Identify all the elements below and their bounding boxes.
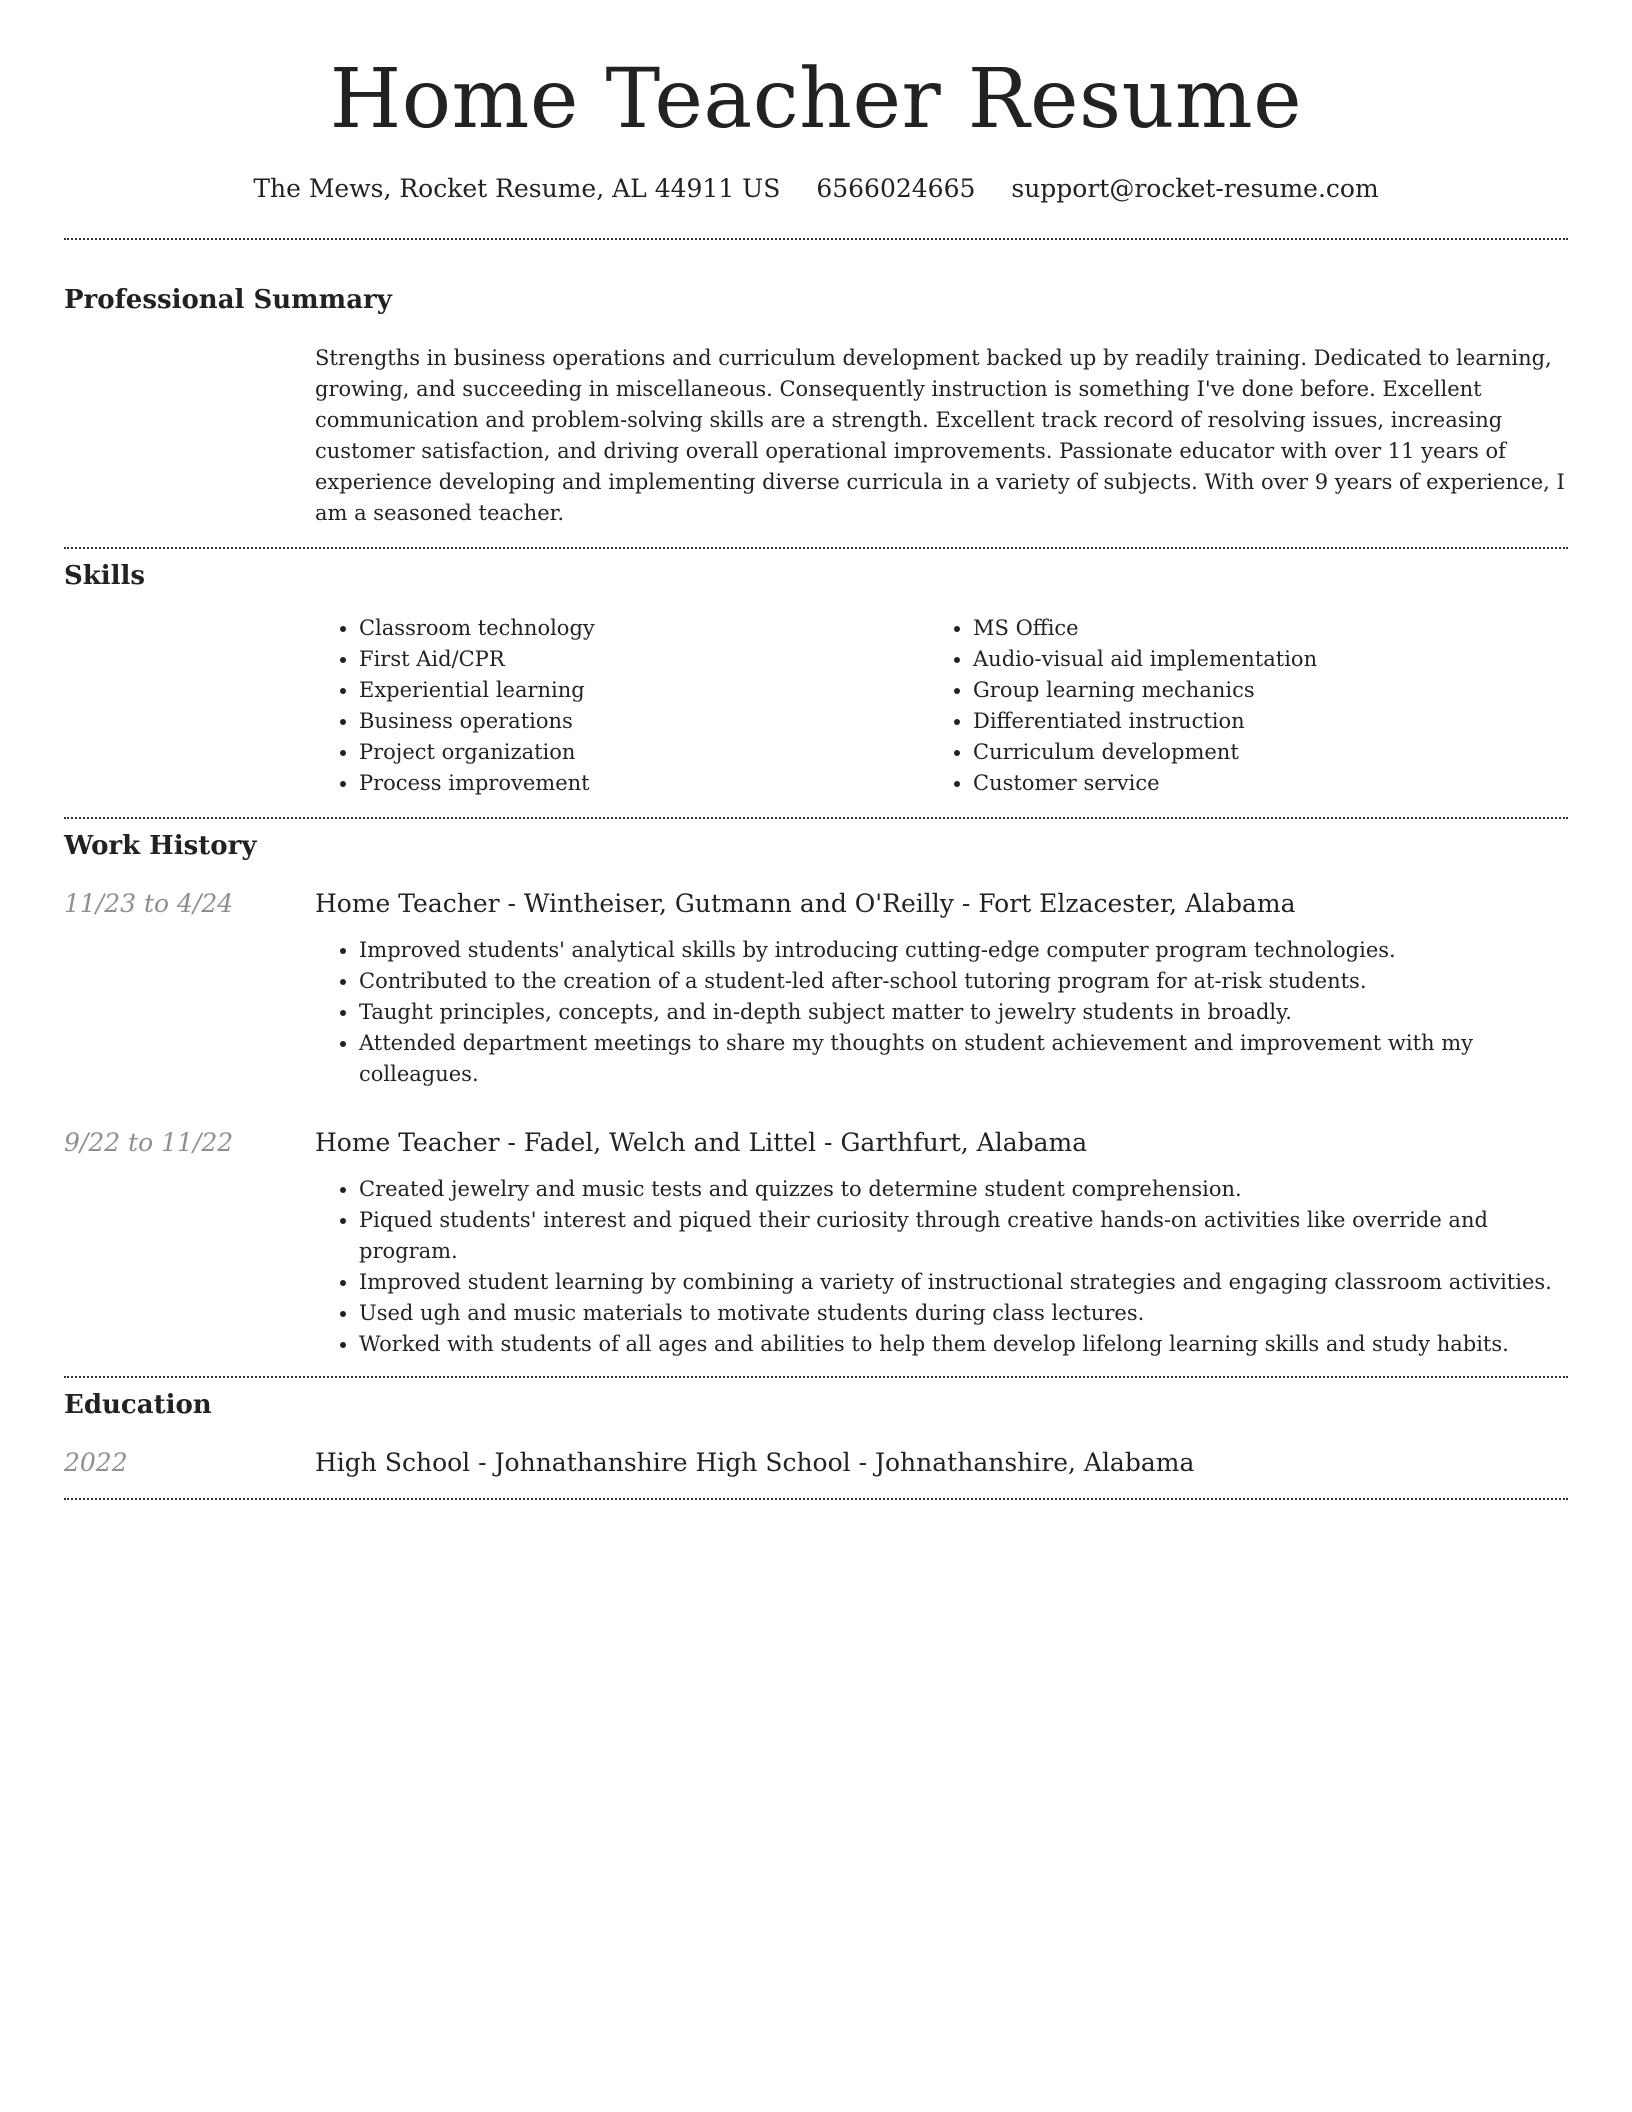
job-title: Home Teacher - Fadel, Welch and Littel - Garthfurt, Alabama — [315, 1128, 1088, 1157]
skills-list-left — [315, 613, 929, 799]
skill-item: • MS Office — [973, 613, 1543, 644]
skill-item: • Curriculum development — [973, 737, 1543, 768]
job-bullet: • Taught principles, concepts, and in-depth subject matter to jewelry students in broadly. — [359, 997, 1568, 1028]
job-entry — [64, 887, 1568, 1090]
divider — [64, 1376, 1568, 1378]
skill-item: • Customer service — [973, 768, 1543, 799]
resume-page — [64, 0, 1568, 1500]
address: The Mews, Rocket Resume, AL 44911 US — [253, 174, 781, 203]
job-bullet: • Improved students' analytical skills by introducing cutting-edge computer program technologies. — [359, 935, 1568, 966]
job-bullet: • Created jewelry and music tests and quizzes to determine student comprehension. — [359, 1174, 1568, 1205]
summary-section — [64, 283, 1568, 529]
job-bullet: • Piqued students' interest and piqued their curiosity through creative hands-on activities like override and program. — [359, 1205, 1568, 1267]
job-bullet: • Improved student learning by combining a variety of instructional strategies and engaging classroom activities. — [359, 1267, 1568, 1298]
skills-section — [64, 559, 1568, 799]
email: support@rocket-resume.com — [1011, 174, 1379, 203]
contact-info — [64, 172, 1568, 206]
work-heading: Work History — [64, 831, 257, 861]
skill-item: • Group learning mechanics — [973, 675, 1543, 706]
skill-item: • Audio-visual aid implementation — [973, 644, 1543, 675]
divider — [64, 238, 1568, 240]
education-heading: Education — [64, 1390, 212, 1420]
job-bullet: • Worked with students of all ages and abilities to help them develop lifelong learning skills and study habits. — [359, 1329, 1568, 1360]
education-date: 2022 — [64, 1448, 128, 1477]
job-entry — [64, 1126, 1568, 1360]
job-title: Home Teacher - Wintheiser, Gutmann and O'Reilly - Fort Elzacester, Alabama — [315, 889, 1296, 918]
summary-text: Strengths in business operations and curriculum development backed up by readily training. Dedicated to learning, growing, and succeeding in miscellaneous. Consequently instruction is something I've done before. Excellent communication and problem-solving skills are a strength. Excellent track record of resolving issues, increasing customer satisfaction, and driving overall operational improvements. Passionate educator with over 11 years of experience developing and implementing diverse curricula in a variety of subjects. With over 9 years of experience, I am a seasoned teacher. — [315, 346, 1565, 525]
job-bullets — [315, 1174, 1568, 1360]
skills-heading: Skills — [64, 561, 146, 591]
summary-heading: Professional Summary — [64, 285, 392, 315]
education-title: High School - Johnathanshire High School - Johnathanshire, Alabama — [315, 1448, 1195, 1477]
divider — [64, 1498, 1568, 1500]
job-bullet: • Used ugh and music materials to motivate students during class lectures. — [359, 1298, 1568, 1329]
skill-item: • Experiential learning — [359, 675, 929, 706]
job-bullet: • Contributed to the creation of a student-led after-school tutoring program for at-risk students. — [359, 966, 1568, 997]
divider — [64, 547, 1568, 549]
skill-item: • First Aid/CPR — [359, 644, 929, 675]
page-title: Home Teacher Resume — [329, 52, 1303, 147]
job-dates: 11/23 to 4/24 — [64, 889, 234, 918]
work-section — [64, 829, 1568, 1360]
skill-item: • Project organization — [359, 737, 929, 768]
skill-item: • Process improvement — [359, 768, 929, 799]
skill-item: • Classroom technology — [359, 613, 929, 644]
education-entry — [64, 1446, 1568, 1480]
education-section — [64, 1388, 1568, 1480]
skill-item: • Differentiated instruction — [973, 706, 1543, 737]
divider — [64, 817, 1568, 819]
job-bullets — [315, 935, 1568, 1090]
phone: 6566024665 — [816, 174, 976, 203]
skill-item: • Business operations — [359, 706, 929, 737]
job-dates: 9/22 to 11/22 — [64, 1128, 234, 1157]
skills-list-right — [929, 613, 1543, 799]
job-bullet: • Attended department meetings to share my thoughts on student achievement and improvement with my colleagues. — [359, 1028, 1568, 1090]
